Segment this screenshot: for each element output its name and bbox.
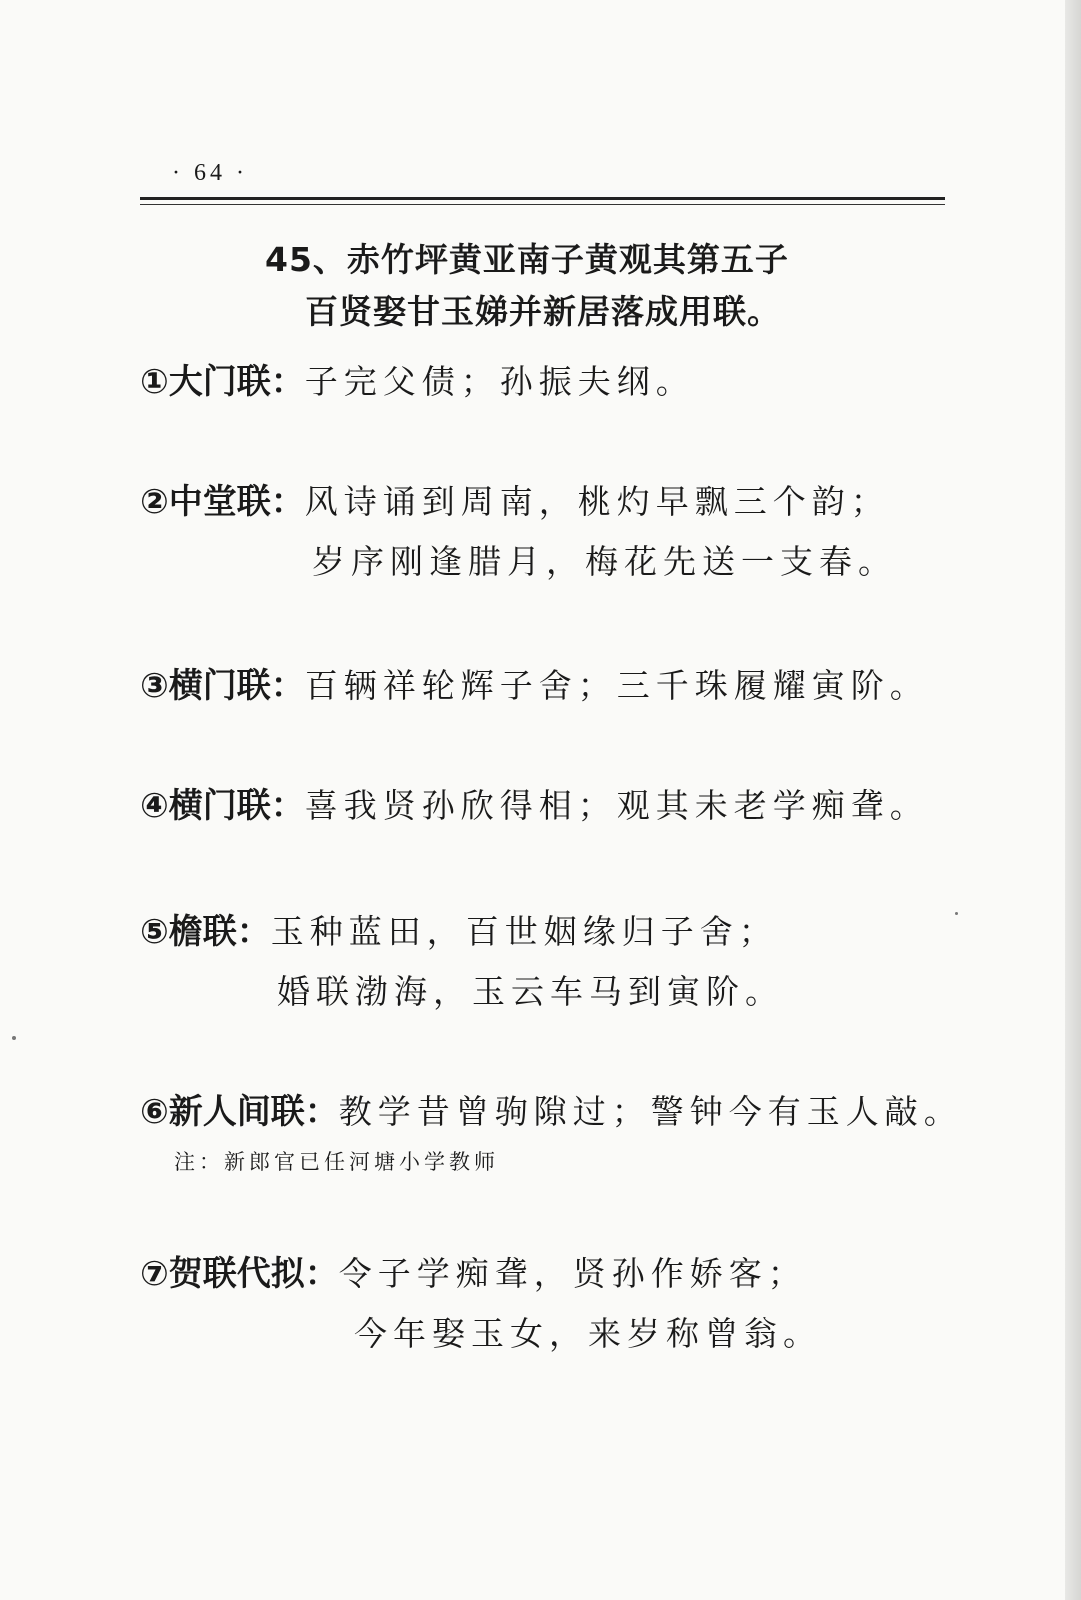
- header-rule-thick: [140, 197, 945, 200]
- couplet-entry-5: [140, 902, 970, 1022]
- page-number: · 64 ·: [172, 160, 248, 186]
- couplet-line: [140, 776, 970, 836]
- couplet-text: 岁序刚逢腊月，梅花先送一支春。: [312, 542, 897, 581]
- section-title-line-2: 百贤娶甘玉娣并新居落成用联。: [305, 292, 781, 331]
- couplet-line: [140, 352, 970, 412]
- couplet-text: 喜我贤孙欣得相；观其未老学痴聋。: [304, 786, 929, 825]
- couplet-line: [140, 1304, 970, 1364]
- couplet-line: [140, 902, 970, 962]
- couplet-line: [140, 656, 970, 716]
- couplet-label: ⑦贺联代拟：: [140, 1254, 339, 1294]
- couplet-text: 风诗诵到周南，桃灼早飘三个韵；: [304, 482, 890, 521]
- header-rule-thin: [140, 204, 945, 205]
- couplet-text: 今年娶玉女，来岁称曾翁。: [354, 1314, 822, 1353]
- couplet-label: ⑤檐联：: [140, 912, 271, 952]
- couplet-line: [140, 472, 970, 532]
- couplet-label: ⑥新人间联：: [140, 1092, 339, 1132]
- couplet-entry-4: [140, 776, 970, 836]
- couplet-text: 百辆祥轮辉子舍；三千珠履耀寅阶。: [304, 666, 929, 705]
- paper-speck: [12, 1036, 16, 1040]
- couplet-line: [140, 532, 970, 592]
- couplet-text: 婚联渤海，玉云车马到寅阶。: [277, 972, 784, 1011]
- section-title-line-1: 45、赤竹坪黄亚南子黄观其第五子: [265, 240, 789, 279]
- couplet-label: ②中堂联：: [140, 482, 305, 522]
- couplet-line: [140, 1244, 970, 1304]
- couplet-text: 子完父债；孙振夫纲。: [304, 362, 695, 401]
- page-edge: [1065, 0, 1081, 1600]
- couplet-label: ①大门联：: [140, 362, 305, 402]
- footnote: 注：新郎官已任河塘小学教师: [174, 1150, 499, 1174]
- couplet-text: 教学昔曾驹隙过；警钟今有玉人敲。: [338, 1092, 963, 1131]
- couplet-label: ③横门联：: [140, 666, 305, 706]
- couplet-text: 玉种蓝田，百世姻缘归子舍；: [270, 912, 778, 951]
- couplet-entry-7: [140, 1244, 970, 1364]
- paper-speck: [955, 912, 958, 915]
- couplet-entry-2: [140, 472, 970, 592]
- couplet-entry-1: [140, 352, 970, 412]
- couplet-text: 令子学痴聋，贤孙作娇客；: [338, 1254, 807, 1293]
- couplet-label: ④横门联：: [140, 786, 305, 826]
- couplet-line: [140, 962, 970, 1022]
- couplet-entry-3: [140, 656, 970, 716]
- couplet-line: [140, 1082, 970, 1142]
- couplet-entry-6: [140, 1082, 970, 1176]
